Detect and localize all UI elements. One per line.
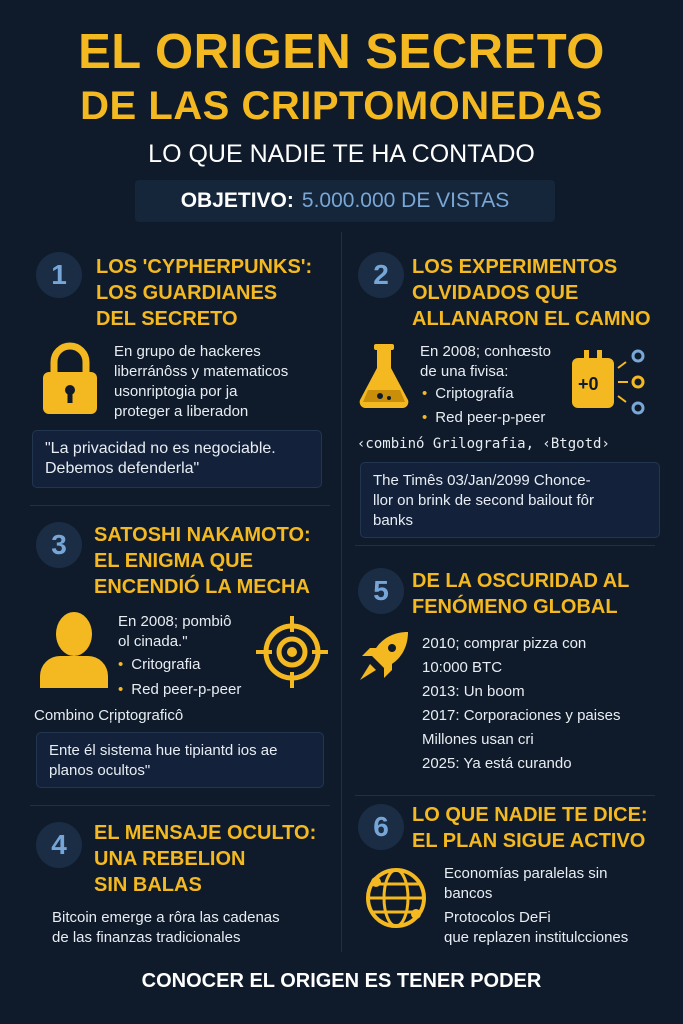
row-divider — [30, 805, 330, 806]
section-3-quote: Ente él sistema hue tipiantd ios ae planos ocultos" — [36, 732, 324, 788]
section-6-body: Economías paralelas sin bancos Protocolos DeFi que replazen institulcciones — [444, 865, 629, 946]
section-3-bullet: • Red peer-p-peer — [118, 681, 241, 698]
section-number-2: 2 — [358, 252, 404, 298]
goal-banner — [135, 180, 555, 222]
section-number-1: 1 — [36, 252, 82, 298]
section-3-body: En 2008; pombiô ol cinada." — [118, 613, 232, 650]
section-1-title: LOS 'CYPHERPUNKS': LOS GUARDIANES DEL SECRETO — [96, 256, 313, 330]
goal-value: 5.000.000 DE VISTAS — [301, 189, 510, 212]
section-4-body: Bitcoin emerge a rôra las cadenas de las finanzas tradicionales — [52, 909, 280, 946]
section-3-bullet: • Critografia — [118, 656, 200, 673]
timeline-item: 2010; comprar pizza con — [422, 635, 587, 652]
row-divider — [355, 545, 655, 546]
timeline-item: Millones usan cri — [422, 731, 534, 748]
section-3-extra: Combino Cŗiptograficô — [34, 707, 184, 724]
padlock-icon — [40, 340, 100, 416]
section-1-quote: "La privacidad no es negociable. Debemos defenderla" — [32, 430, 322, 488]
timeline-item: 2013: Un boom — [422, 683, 525, 700]
svg-text:+0: +0 — [578, 374, 599, 394]
section-1-body: En grupo de hackeres liberránôss y matematicos usonriptogia por ja proteger a liberadon — [114, 343, 289, 420]
timeline-item: 2025: Ya está curando — [422, 755, 572, 772]
section-4-title: EL MENSAJE OCULTO: UNA REBELION SIN BALAS — [94, 822, 317, 896]
globe-network-icon — [362, 864, 430, 932]
title-line-2: DE LAS CRIPTOMONEDAS — [80, 84, 603, 128]
column-divider — [341, 232, 342, 952]
person-icon — [38, 608, 110, 688]
section-2-quote: The Timês 03/Jan/2099 Chonce- llor on brink de second bailout fôr banks — [360, 462, 660, 538]
section-2-body: En 2008; conhœsto de una fivisa: — [420, 343, 551, 380]
section-6-title: LO QUE NADIE TE DICE: EL PLAN SIGUE ACTIVO — [412, 804, 648, 852]
section-2-bullet: • Criptografía — [422, 385, 514, 402]
section-3-title: SATOSHI NAKAMOTO: EL ENIGMA QUE ENCENDIÓ LA MECHA — [94, 524, 311, 598]
section-5-title: DE LA OSCURIDAD AL FENÓMENO GLOBAL — [412, 570, 630, 618]
timeline-item: 2017: Corporaciones y paises — [422, 707, 621, 724]
section-number-3: 3 — [36, 522, 82, 568]
section-2-extra: ‹combinó Grilografia, ‹Btgotd› — [357, 436, 610, 452]
section-5-timeline — [422, 632, 662, 776]
subtitle: LO QUE NADIE TE HA CONTADO — [148, 140, 535, 168]
flask-icon — [356, 342, 412, 410]
section-number-4: 4 — [36, 822, 82, 868]
section-number-6: 6 — [358, 804, 404, 850]
timeline-item: 10:000 BTC — [422, 659, 503, 676]
calculator-network-icon — [568, 348, 650, 420]
row-divider — [30, 505, 330, 506]
title-line-1: EL ORIGEN SECRETO — [78, 25, 605, 79]
footer-slogan: CONOCER EL ORIGEN ES TENER PODER — [141, 970, 542, 992]
section-number-5: 5 — [358, 568, 404, 614]
goal-label: OBJETIVO: — [180, 189, 294, 212]
row-divider — [355, 795, 655, 796]
rocket-icon — [356, 628, 412, 684]
section-2-title: LOS EXPERIMENTOS OLVIDADOS QUE ALLANARON EL CAMNO — [412, 256, 651, 330]
section-2-bullet: • Red peer-p-peer — [422, 409, 545, 426]
target-icon — [254, 614, 330, 690]
